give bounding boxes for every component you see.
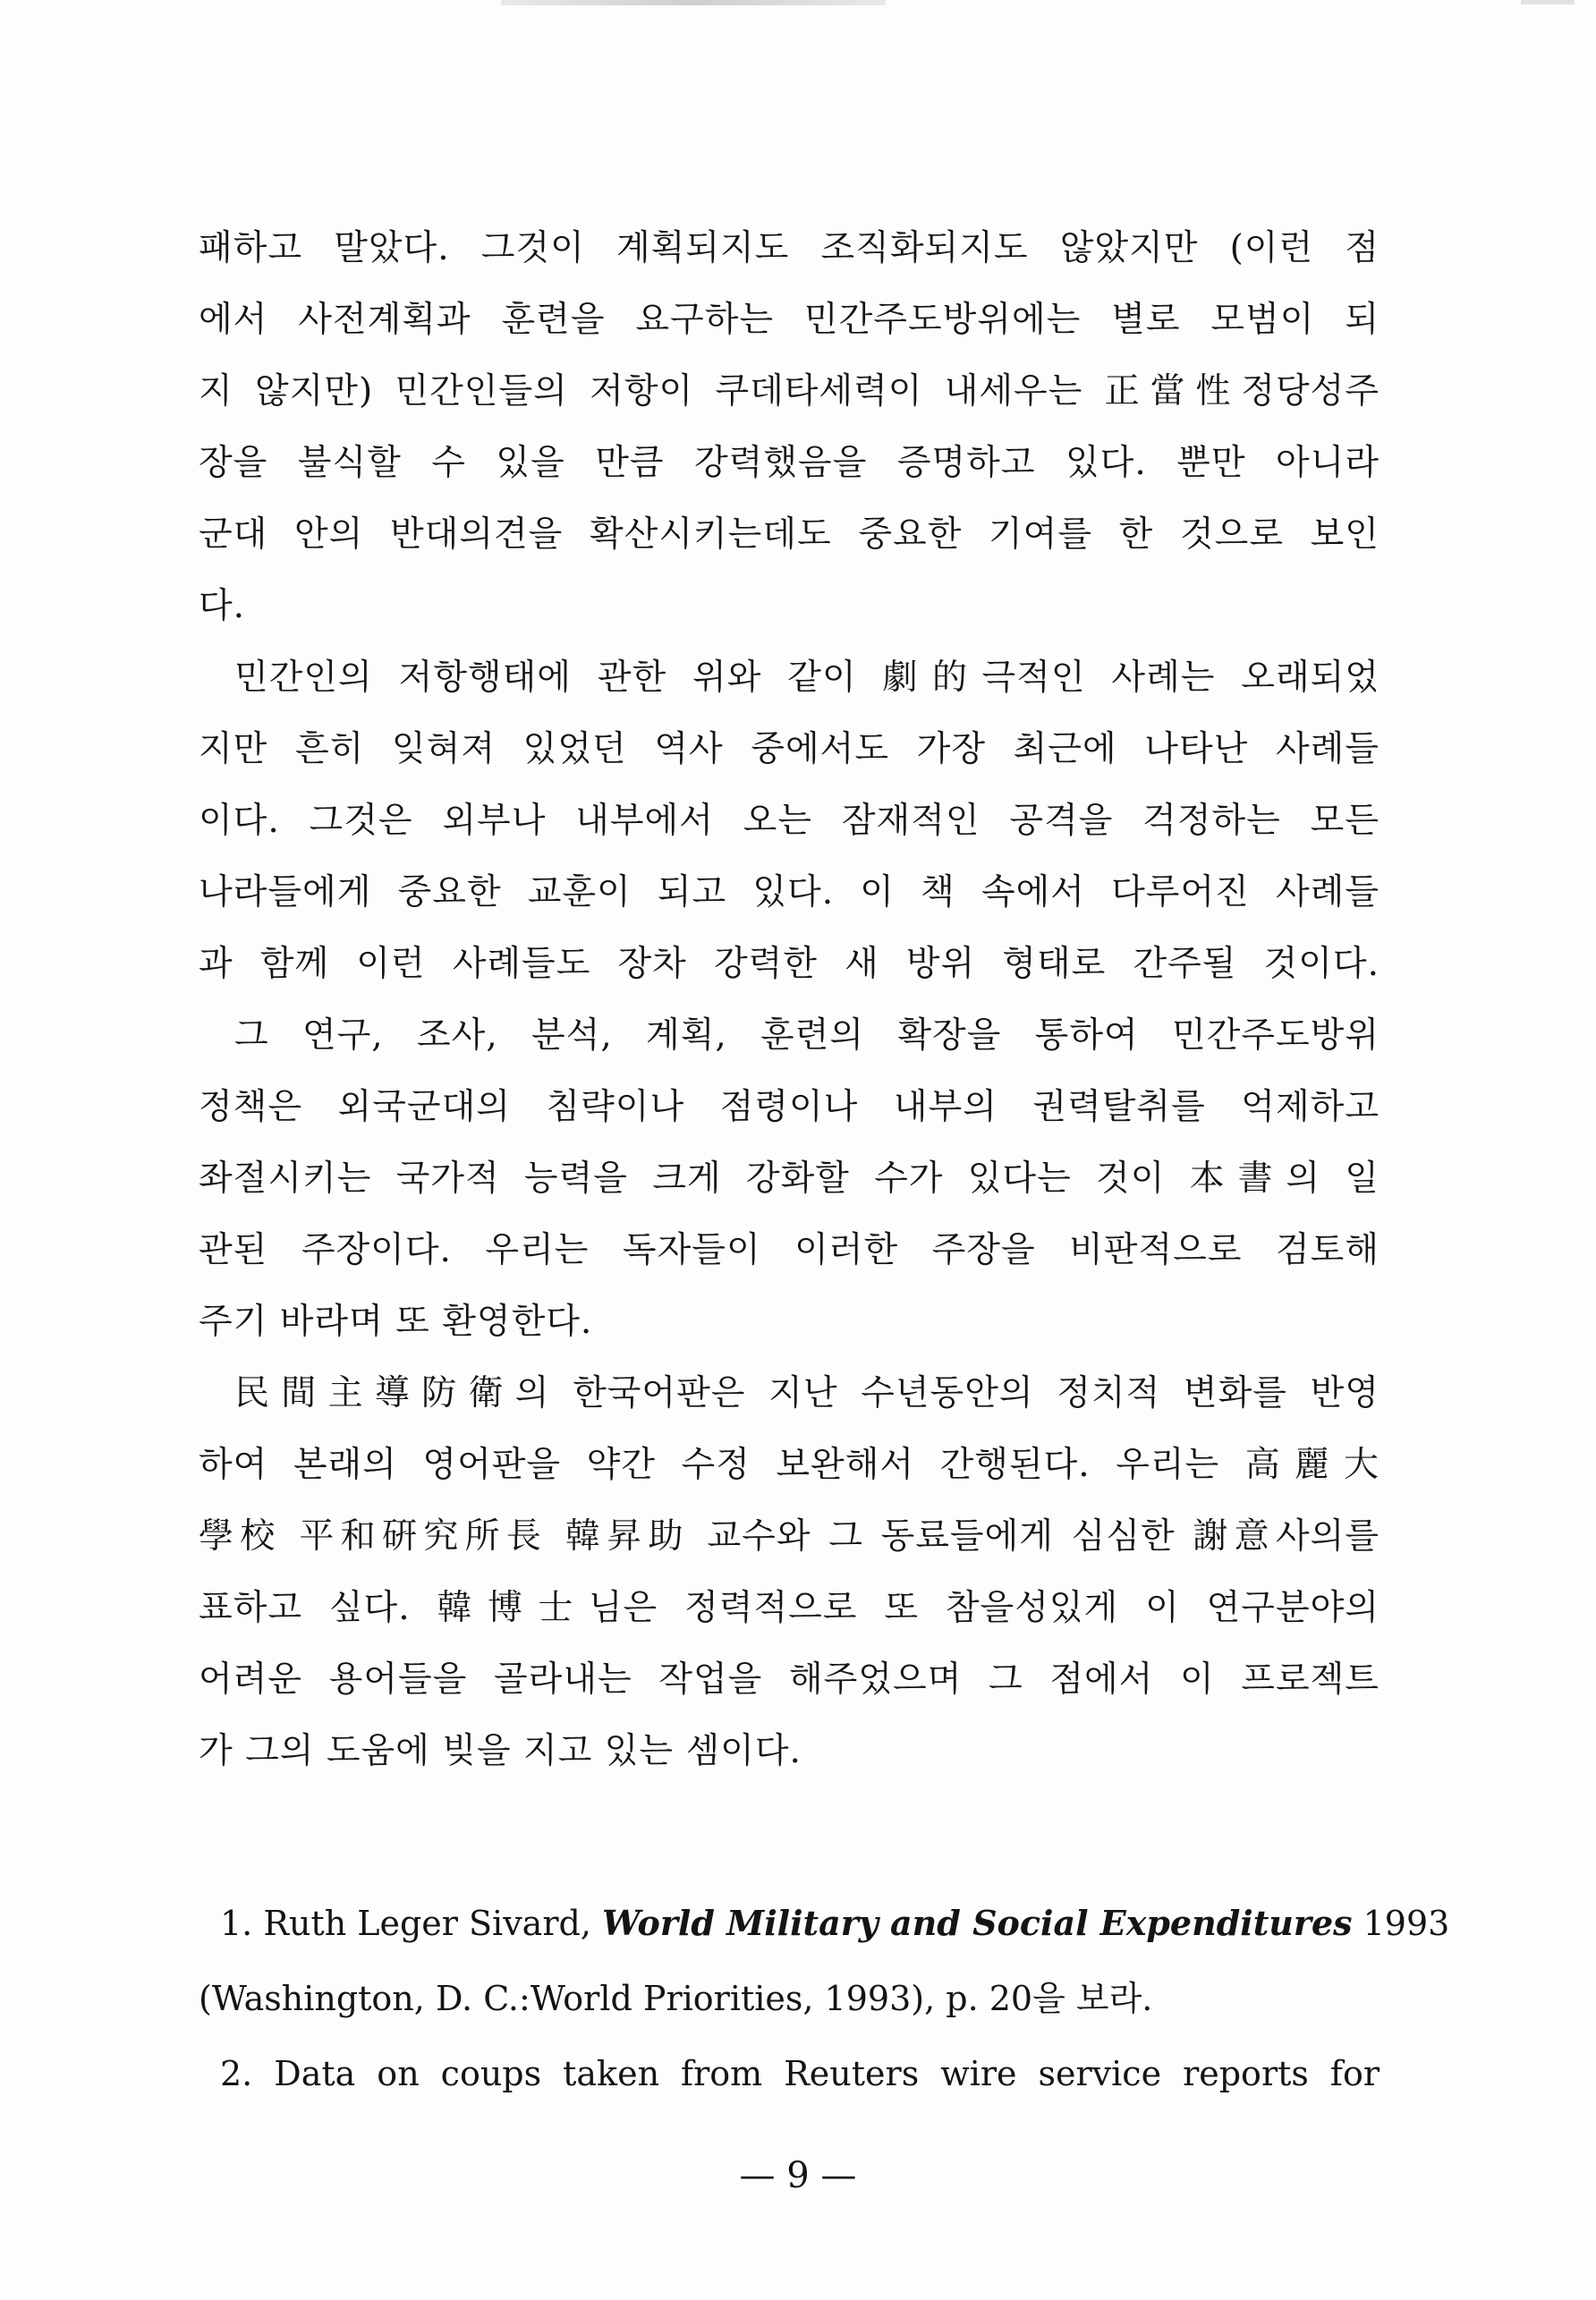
text-line: 나라들에게 중요한 교훈이 되고 있다. 이 책 속에서 다루어진 사례들 (199, 872, 1380, 912)
footnote-1-suffix: 1993 (1352, 1904, 1450, 1943)
text-line: 이다. 그것은 외부나 내부에서 오는 잠재적인 공격을 걱정하는 모든 (199, 801, 1380, 841)
text-line: 지 않지만) 민간인들의 저항이 쿠데타세력이 내세우는 正當性정당성주 (199, 371, 1380, 412)
footnotes (199, 1886, 1450, 2111)
body-text (199, 213, 1380, 1787)
text-line: 정책은 외국군대의 침략이나 점령이나 내부의 권력탈취를 억제하고 (199, 1087, 1380, 1127)
text-line: 과 함께 이런 사례들도 장차 강력한 새 방위 형태로 간주될 것이다. (199, 944, 1380, 984)
text-line: 좌절시키는 국가적 능력을 크게 강화할 수가 있다는 것이 本書의 일 (199, 1158, 1380, 1199)
paragraph (199, 213, 1380, 642)
text-line: 學校 平和硏究所長 韓昇助 교수와 그 동료들에게 심심한 謝意사의를 (199, 1516, 1380, 1557)
text-line: 주기 바라며 또 환영한다. (199, 1302, 593, 1342)
footnote-1-continued: (Washington, D. C.:World Priorities, 1993), p. 20을 보라. (199, 1979, 1153, 2018)
paragraph (199, 1000, 1380, 1358)
text-line: 그 연구, 조사, 분석, 계획, 훈련의 확장을 통하여 민간주도방위 (234, 1015, 1380, 1056)
text-line: 장을 불식할 수 있을 만큼 강력했음을 증명하고 있다. 뿐만 아니라 (199, 443, 1380, 483)
paragraph (199, 642, 1380, 1000)
text-line: 民間主導防衛의 한국어판은 지난 수년동안의 정치적 변화를 반영 (234, 1373, 1380, 1413)
text-line: 패하고 말았다. 그것이 계획되지도 조직화되지도 않았지만 (이런 점 (199, 228, 1380, 268)
page-number: — 9 — (739, 2155, 857, 2196)
text-line: 군대 안의 반대의견을 확산시키는데도 중요한 기여를 한 것으로 보인 (199, 514, 1380, 555)
text-line: 어려운 용어들을 골라내는 작업을 해주었으며 그 점에서 이 프로젝트 (199, 1659, 1380, 1700)
scan-artifact (1521, 0, 1575, 4)
text-line: 민간인의 저항행태에 관한 위와 같이 劇的극적인 사례는 오래되었 (234, 658, 1380, 698)
text-line: 지만 흔히 잊혀져 있었던 역사 중에서도 가장 최근에 나타난 사례들 (199, 729, 1380, 769)
footnote-1 (199, 1886, 1450, 1961)
text-line: 다. (199, 586, 246, 626)
scan-artifact (501, 0, 886, 5)
text-line: 표하고 싶다. 韓博士님은 정력적으로 또 참을성있게 이 연구분야의 (199, 1588, 1380, 1628)
text-line: 하여 본래의 영어판을 약간 수정 보완해서 간행된다. 우리는 高麗大 (199, 1445, 1380, 1485)
text-line: 에서 사전계획과 훈련을 요구하는 민간주도방위에는 별로 모범이 되 (199, 300, 1380, 340)
text-line: 가 그의 도움에 빚을 지고 있는 셈이다. (199, 1731, 802, 1771)
paragraph (199, 1358, 1380, 1787)
footnote-1-title: World Military and Social Expenditures (601, 1903, 1353, 1943)
footnote-1-prefix: 1. Ruth Leger Sivard, (220, 1904, 602, 1943)
footnote-2: 2. Data on coups taken from Reuters wire service reports for (220, 2054, 1380, 2093)
text-line: 관된 주장이다. 우리는 독자들이 이러한 주장을 비판적으로 검토해 (199, 1230, 1380, 1270)
